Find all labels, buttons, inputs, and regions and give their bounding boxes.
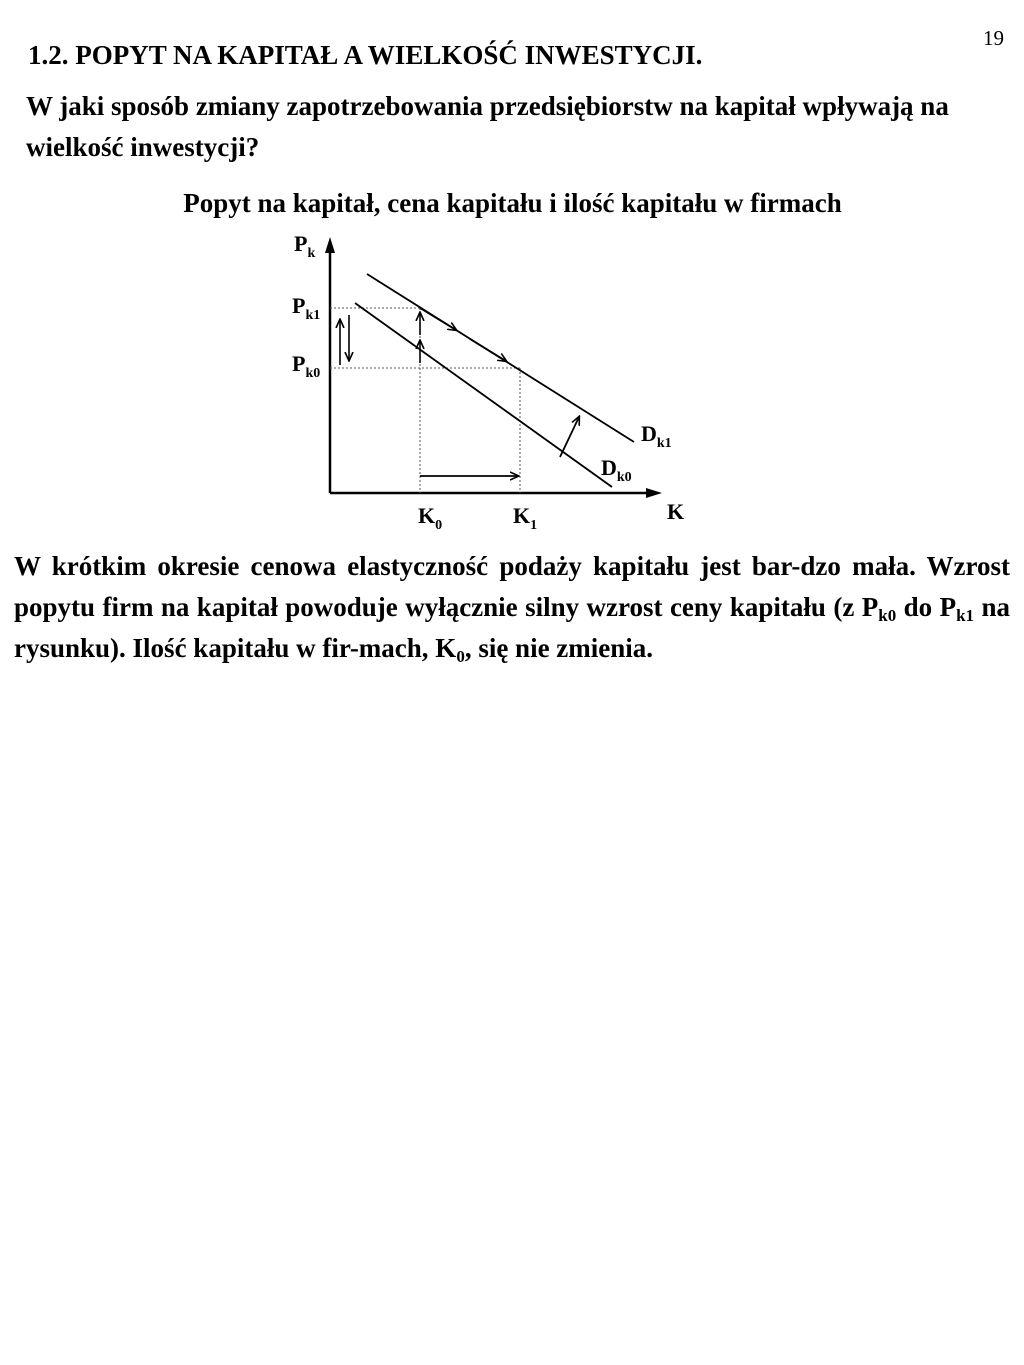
x-axis-label: K	[667, 499, 685, 524]
quantity-label-k1: $K_1$	[513, 503, 538, 533]
x-axis-arrow-icon	[646, 488, 662, 498]
capital-symbol: K	[435, 633, 457, 663]
shift-arrow-icon	[560, 417, 579, 457]
body-text-part: do	[896, 592, 940, 622]
price-label-pk1: $P_{k1}$	[292, 293, 321, 323]
figure-title-text: Popyt na kapitał, cena kapitału i ilość kapitału w firmach	[183, 188, 842, 218]
demand-label-dk1: $D_{k1}$	[641, 421, 672, 451]
price-subscript: k1	[956, 606, 975, 625]
body-paragraph	[14, 546, 1010, 669]
movement-arrow-icon	[420, 308, 456, 330]
price-symbol: P	[861, 592, 879, 622]
quantity-label-k0: $K_0$	[418, 503, 443, 533]
body-text-part: W krótkim okresie cenowa elastyczność podaży kapitału jest bar-dzo mała. Wzrost popytu firm na kapitał powoduje wyłącznie silny wzrost ceny kapitału (z	[14, 551, 1010, 622]
figure-title	[0, 188, 1024, 219]
body-text-part: na rysunku). Ilość kapitału w fir-mach,	[14, 592, 1010, 663]
demand-curve-dk0	[355, 303, 612, 487]
capital-demand-diagram	[270, 225, 700, 535]
price-label-pk0: $P_{k0}$	[292, 351, 321, 381]
question-text: W jaki sposób zmiany zapotrzebowania przedsiębiorstw na kapitał wpływają na wielkość inwestycji?	[26, 91, 949, 162]
capital-subscript: 0	[456, 647, 465, 666]
demand-label-dk0: $D_{k0}$	[601, 455, 632, 485]
y-axis-label: $P_k$	[294, 231, 316, 261]
page-number: 19	[983, 26, 1004, 50]
movement-arrow-icon	[470, 339, 506, 361]
section-title: 1.2. POPYT NA KAPITAŁ A WIELKOŚĆ INWESTYCJI.	[28, 40, 703, 70]
body-text-part: , się nie zmienia.	[464, 633, 654, 663]
price-symbol: P	[939, 592, 957, 622]
y-axis-arrow-icon	[325, 237, 335, 253]
price-subscript: k0	[878, 606, 897, 625]
